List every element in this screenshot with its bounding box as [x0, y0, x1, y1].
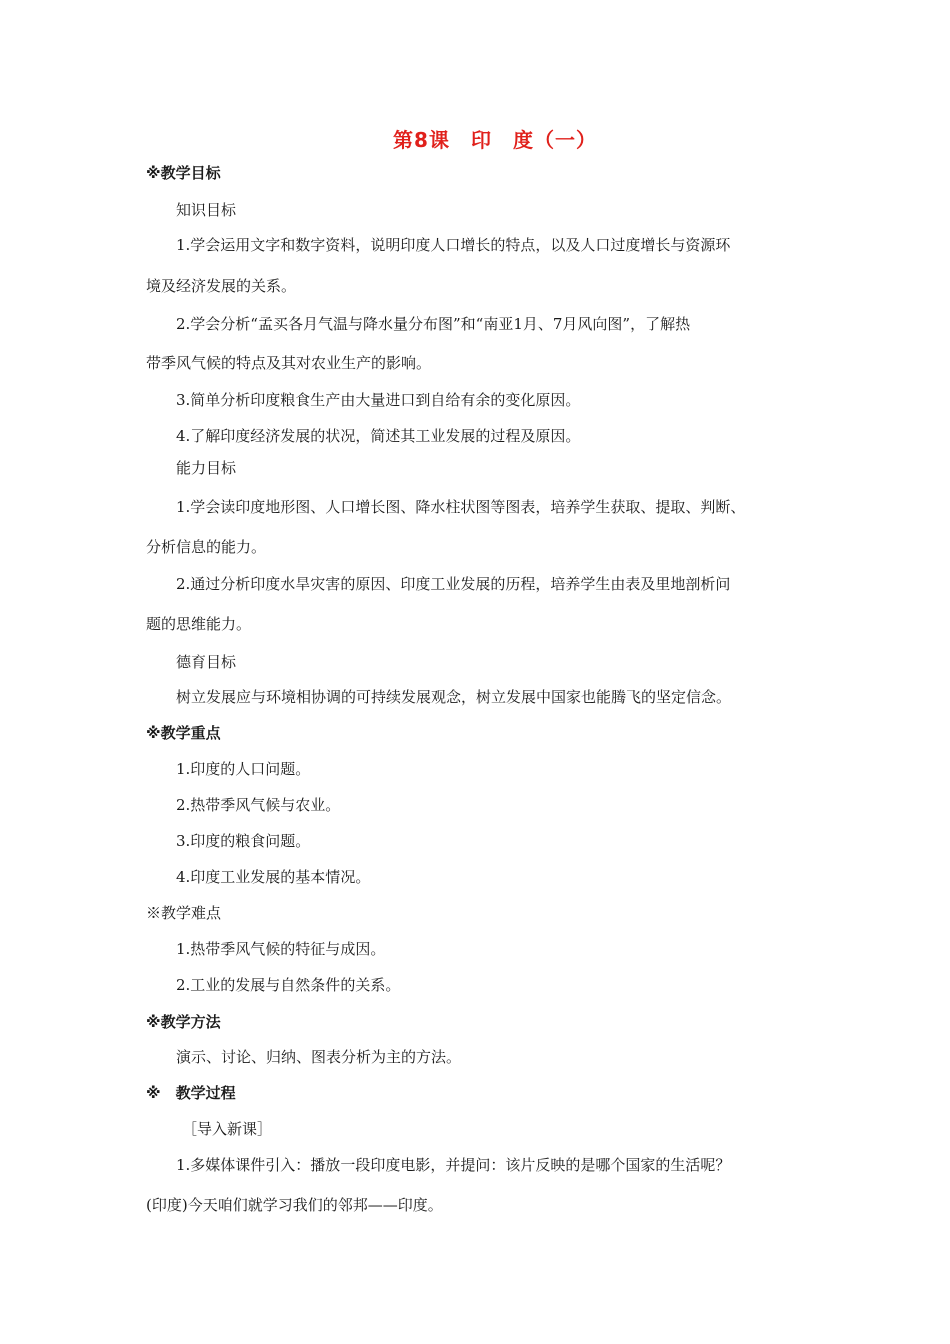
- knowledge-item-2-cont: 带季风气候的特点及其对农业生产的影响。: [146, 354, 432, 372]
- knowledge-item-4: 4.了解印度经济发展的状况，简述其工业发展的过程及原因。: [176, 427, 581, 445]
- keypoint-item-2: 2.热带季风气候与农业。: [176, 796, 341, 814]
- knowledge-item-1-cont: 境及经济发展的关系。: [146, 277, 297, 295]
- difficulty-item-1: 1.热带季风气候的特征与成因。: [176, 940, 386, 958]
- process-heading: ※ 教学过程: [146, 1084, 236, 1102]
- difficulty-item-2: 2.工业的发展与自然条件的关系。: [176, 976, 401, 994]
- ability-item-2: 2.通过分析印度水旱灾害的原因、印度工业发展的历程，培养学生由表及里地剖析问: [176, 575, 731, 593]
- knowledge-goals-label: 知识目标: [176, 201, 237, 219]
- keypoint-item-4: 4.印度工业发展的基本情况。: [176, 868, 371, 886]
- moral-goals-label: 德育目标: [176, 653, 237, 671]
- keypoint-item-3: 3.印度的粮食问题。: [176, 832, 311, 850]
- difficulties-heading: ※教学难点: [146, 904, 222, 922]
- knowledge-item-1: 1.学会运用文字和数字资料，说明印度人口增长的特点，以及人口过度增长与资源环: [176, 236, 731, 254]
- lesson-title: 第8课 印 度（一）: [393, 128, 597, 152]
- ability-goals-label: 能力目标: [176, 459, 237, 477]
- keypoint-item-1: 1.印度的人口问题。: [176, 760, 311, 778]
- knowledge-item-2: 2.学会分析“孟买各月气温与降水量分布图”和“南亚1月、7月风向图”，了解热: [176, 315, 691, 333]
- methods-text: 演示、讨论、归纳、图表分析为主的方法。: [176, 1048, 462, 1066]
- knowledge-item-3: 3.简单分析印度粮食生产由大量进口到自给有余的变化原因。: [176, 391, 581, 409]
- intro-label: ［导入新课］: [182, 1120, 273, 1138]
- process-item-1: 1.多媒体课件引入：播放一段印度电影，并提问：该片反映的是哪个国家的生活呢？: [176, 1156, 731, 1174]
- keypoints-heading: ※教学重点: [146, 724, 221, 742]
- moral-goals-text: 树立发展应与环境相协调的可持续发展观念，树立发展中国家也能腾飞的坚定信念。: [176, 688, 732, 706]
- ability-item-1: 1.学会读印度地形图、人口增长图、降水柱状图等图表，培养学生获取、提取、判断、: [176, 498, 746, 516]
- methods-heading: ※教学方法: [146, 1013, 221, 1031]
- process-item-1-cont: (印度)今天咱们就学习我们的邻邦——印度。: [146, 1196, 443, 1214]
- ability-item-1-cont: 分析信息的能力。: [146, 538, 267, 556]
- ability-item-2-cont: 题的思维能力。: [146, 615, 252, 633]
- goals-heading: ※教学目标: [146, 164, 221, 182]
